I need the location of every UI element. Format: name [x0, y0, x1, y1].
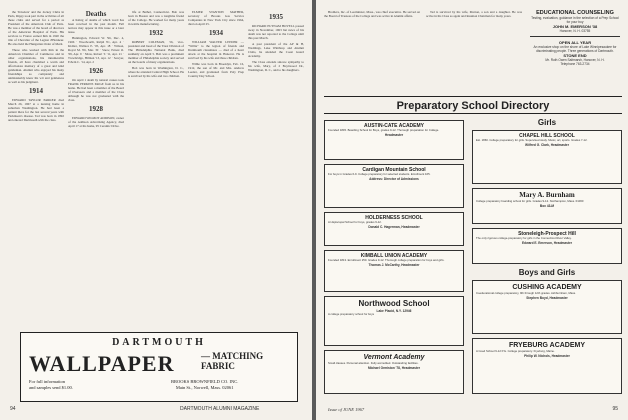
deaths-list: Huntington, Edward W. '96, Dec. 4, 1966 · Woodworth, Ralph '01, Apr. 4 · Kidder, Wallace E. '05, Apr. 18 · Wilson, Royal M. '06, Mar. 30 · Snow, Ernest O. '09, Apr. 9 · Shaw, Robert T. '11, Apr. 21 · Trowbridge, Hilman '13, Apr. 12 · Sawyer, Edwin C. '14, Apr. 2 [68, 36, 124, 64]
ad-address [171, 379, 238, 391]
ad-subheadline: — MATCHING FABRIC [201, 351, 264, 371]
text-column-2 [68, 10, 124, 328]
ad-name: JOHN M. EMERSON '38 [552, 24, 598, 29]
open-title: OPEN ALL YEAR [558, 40, 592, 45]
school-listing [324, 120, 464, 160]
page-number: 94 [10, 406, 16, 412]
school-listing [324, 296, 464, 346]
school-listing [324, 164, 464, 208]
paragraph: A past president of the AP & H, Weddings, Lake Winthrop and Alumni Clubs, he attended the Coast Guard Academy. [248, 42, 304, 58]
text-column-7 [426, 10, 522, 92]
school-description: A college preparatory school for boys [328, 312, 375, 316]
ad-header: DARTMOUTH [112, 337, 206, 348]
educational-counseling-ad [530, 10, 620, 66]
paragraph: WILLIAM WALTER LEEDER — "Willie" to the legion of friends and Dartmouth classmates — died of a heart attack at the hospital in Hanover. He is survived by his wife and three children. [188, 40, 244, 60]
class-year-heading: 1934 [209, 29, 223, 37]
ad-text: Testing, evaluation, guidance in the selection of a Prep School for your boy [531, 16, 619, 24]
school-name: Northwood School [358, 299, 430, 308]
school-head: Donald C. Hagerman, Headmaster [368, 224, 420, 229]
ad-address: Hanover, N. H. 03755 [559, 29, 591, 33]
paragraph: On April 1 death by natural causes took FRANK PERKINS PAIGE from us in his home. He had been a member of the Board of Overseers and a member of the Class although he was not graduated with the class. [68, 78, 124, 102]
page-number: 95 [612, 406, 618, 412]
paragraph: RICHARD PUTNAM HOVELL passed away in November, 1963 but news of his death was not reported to the College until this past March. [248, 24, 304, 40]
school-head: Philip W. Nichols, Headmaster [524, 353, 570, 358]
school-name: HOLDERNESS SCHOOL [365, 215, 423, 221]
paragraph: Brothers, Inc. of Leominster, Mass., was chief executive. He served on the Board of Trustees of the College and was active in Alumni affairs. [324, 10, 420, 18]
school-description: A Coed School 9-12 P.G. College preparatory. Fryeburg, Maine. [476, 349, 555, 353]
school-name: KIMBALL UNION ACADEMY [360, 253, 428, 259]
school-description: The only rigorous college-preparatory for girls in the Connecticut River Valley. [476, 236, 572, 240]
school-head: Headmaster [384, 132, 404, 137]
school-listing [472, 338, 622, 394]
open-text: An exclusive shop on the shore of Lake Winnipesaukee for discriminating people. Three generations of Dartmouth. [533, 45, 617, 53]
school-listing [324, 350, 464, 394]
paragraph: ROBERT COLEMAN, 56, vice-president and head of the Trust Division of The Philadelphia National Bank, died suddenly on April 5. Bob was a prominent member of Philadelphia society and served on the boards of many organizations. [128, 40, 184, 64]
wallpaper-advertisement [20, 332, 298, 402]
school-location: Lake Placid, N.Y. 12946 [376, 309, 412, 313]
stone-phone: Telephone 763-2734 [560, 62, 590, 66]
school-description: An Episcopal School for boys, grades 9-12. [328, 220, 382, 224]
class-year-heading: 1928 [89, 105, 103, 113]
school-description: For boys in Grades 6-9. College preparatory for selected students. Enrollment 165. [328, 172, 431, 176]
paragraph: Bob was born in Washington, D. C., where he attended Central High School. He is survived by his wife and two children. [128, 66, 184, 78]
school-listing [472, 228, 622, 264]
ad-title: EDUCATIONAL COUNSELING [536, 10, 614, 16]
paragraph: life at Bethel, Connecticut. Bob was born in Boston and was a longtime friend of the College. He worked for many years in textile manufacturing. [128, 10, 184, 26]
school-head: Stephen Boyd, Headmaster [526, 295, 568, 300]
paragraph: the Travelers' and the Jockey Clubs in Paris, Rippy took part in the activities of all these clubs and served for a period as President of the American Club of Paris. He was a member of the board of directors of the American Hospital of Paris. His services to France earned him in 1920 the title of Chevalier of the Legion d'Honneur. He also held the Hungarian Order of Merit. [8, 10, 64, 46]
ad-headline: WALLPAPER [29, 351, 175, 376]
school-name: Cardigan Mountain School [362, 167, 426, 173]
paragraph: ELMER STANTON MATHER, secretary of Brooks Gas Service Companies in New York City since 1964, died on April 25. [188, 10, 244, 26]
school-listing [472, 188, 622, 224]
paragraph: The Class extends sincere sympathy to his wife, Mary, of 2 Boynwood Dr., Washington, D. C., and to his daughters. [248, 60, 304, 72]
deaths-title: Deaths [85, 10, 107, 18]
school-name: Mary A. Burnham [519, 191, 575, 199]
ad-info-line: For full information [29, 379, 65, 384]
text-column-1 [8, 10, 64, 328]
deaths-intro: A listing of deaths of which word has been received in the past month. Full notices may appear in this issue or a later issue. [68, 18, 124, 34]
school-head: Michael Ormiston '78, Headmaster [368, 365, 420, 370]
school-listing [472, 280, 622, 334]
school-head: Wilfred G. Clark, Headmaster [525, 142, 569, 147]
category-heading: Boys and Girls [518, 268, 576, 277]
school-name: CUSHING ACADEMY [512, 284, 582, 291]
school-name: CHAPEL HILL SCHOOL [519, 133, 575, 139]
school-description: Small classes. Personal attention. Fully accredited. Outstanding facilities. [328, 361, 419, 365]
ad-street: Main St., Norwell, Mass. 02061 [175, 385, 234, 390]
school-name: Stoneleigh-Prospect Hill [518, 231, 576, 237]
ad-info [29, 379, 73, 391]
paragraph: EDWARD WILMOT ADDISON, owner of the Addison Advertising Agency, died April 17 at his home, 95 Ceramic Drive. [68, 116, 124, 128]
school-head: Thomas J. McCarthy, Headmaster [368, 262, 420, 267]
school-description: Coeducational college preparatory, 9th through 12th grades. Ashburnham, Mass. [476, 291, 576, 295]
school-name: Vermont Academy [363, 354, 425, 361]
class-year-heading: 1935 [269, 13, 283, 21]
stone-title: STONE END [563, 53, 587, 58]
class-year-heading: 1932 [149, 29, 163, 37]
left-page [0, 0, 312, 420]
school-listing [324, 212, 464, 246]
text-column-4 [188, 10, 244, 328]
paragraph: EDWARD TAYLOR PARKER died March 26, 1967 at a nursing home in suburban Washington. He had been a patient there for the last several years with Parkinson's disease. Ted was born in 1892 and entered Dartmouth with the class. [8, 98, 64, 122]
class-year-heading: 1914 [29, 87, 43, 95]
ad-company: BROOKS BROWNFIELD CO. INC. [171, 379, 239, 384]
class-year-heading: 1926 [89, 67, 103, 75]
school-description: Founded 1845. Boarding School for Boys, grades 9-12. Thorough preparation for College. [328, 128, 440, 132]
directory-title: Preparatory School Directory [324, 96, 622, 114]
school-listing [472, 130, 622, 184]
school-description: Founded 1813. Enrollment 250. Grades 9-12. Thorough college preparation for boys and girls. [328, 258, 445, 262]
text-column-5 [248, 10, 304, 328]
school-head: Edward E. Emerson, Headmaster [522, 240, 572, 245]
right-page [316, 0, 628, 420]
school-name: AUSTIN-CATE ACADEMY [364, 123, 424, 129]
school-description: Est. 1860. College preparatory for girls. Supervised study. Music, art, sports. Grades 7-12. [476, 138, 588, 142]
stone-address: Mr. Ruth Owen Saltmarsh, Hanover, N. H. [545, 58, 605, 62]
school-name: FRYEBURG ACADEMY [508, 342, 586, 349]
text-column-6 [324, 10, 420, 92]
running-footer: DARTMOUTH ALUMNI MAGAZINE [180, 406, 260, 412]
paragraph: Those who worked with him in the American Chamber of Commerce and in other organizations, his innumerable friends, all have cherished a warm and affectionate memory of a great and kind gentleman. Alumni who enjoyed his many friendships so completely and unmistakably knew his wit and gentleness as well as his judgment. [8, 48, 64, 84]
school-listing [324, 250, 464, 292]
ad-info-line: and samples send $1.00. [29, 385, 73, 390]
paragraph: Ted is survived by his wife, Marion, a son and a daughter. He was active in his Class as agent and Reunion Chairman for many years. [426, 10, 522, 18]
school-head: Address: Director of Admissions [369, 176, 419, 181]
category-heading: Girls [537, 118, 557, 127]
issue-date: Issue of JUNE 1967 [328, 407, 365, 412]
text-column-3 [128, 10, 184, 328]
school-description: College preparatory boarding school for girls. Grades 9-12. Northampton, Mass. 01060 [476, 199, 584, 203]
school-head: Box 43-M [539, 203, 555, 208]
paragraph: Willie was born in Brooklyn, Feb. 16, 1912, the son of Mr. and Mrs. Andrew Leeder, and graduated from Poly Prep Country Day School. [188, 62, 244, 78]
